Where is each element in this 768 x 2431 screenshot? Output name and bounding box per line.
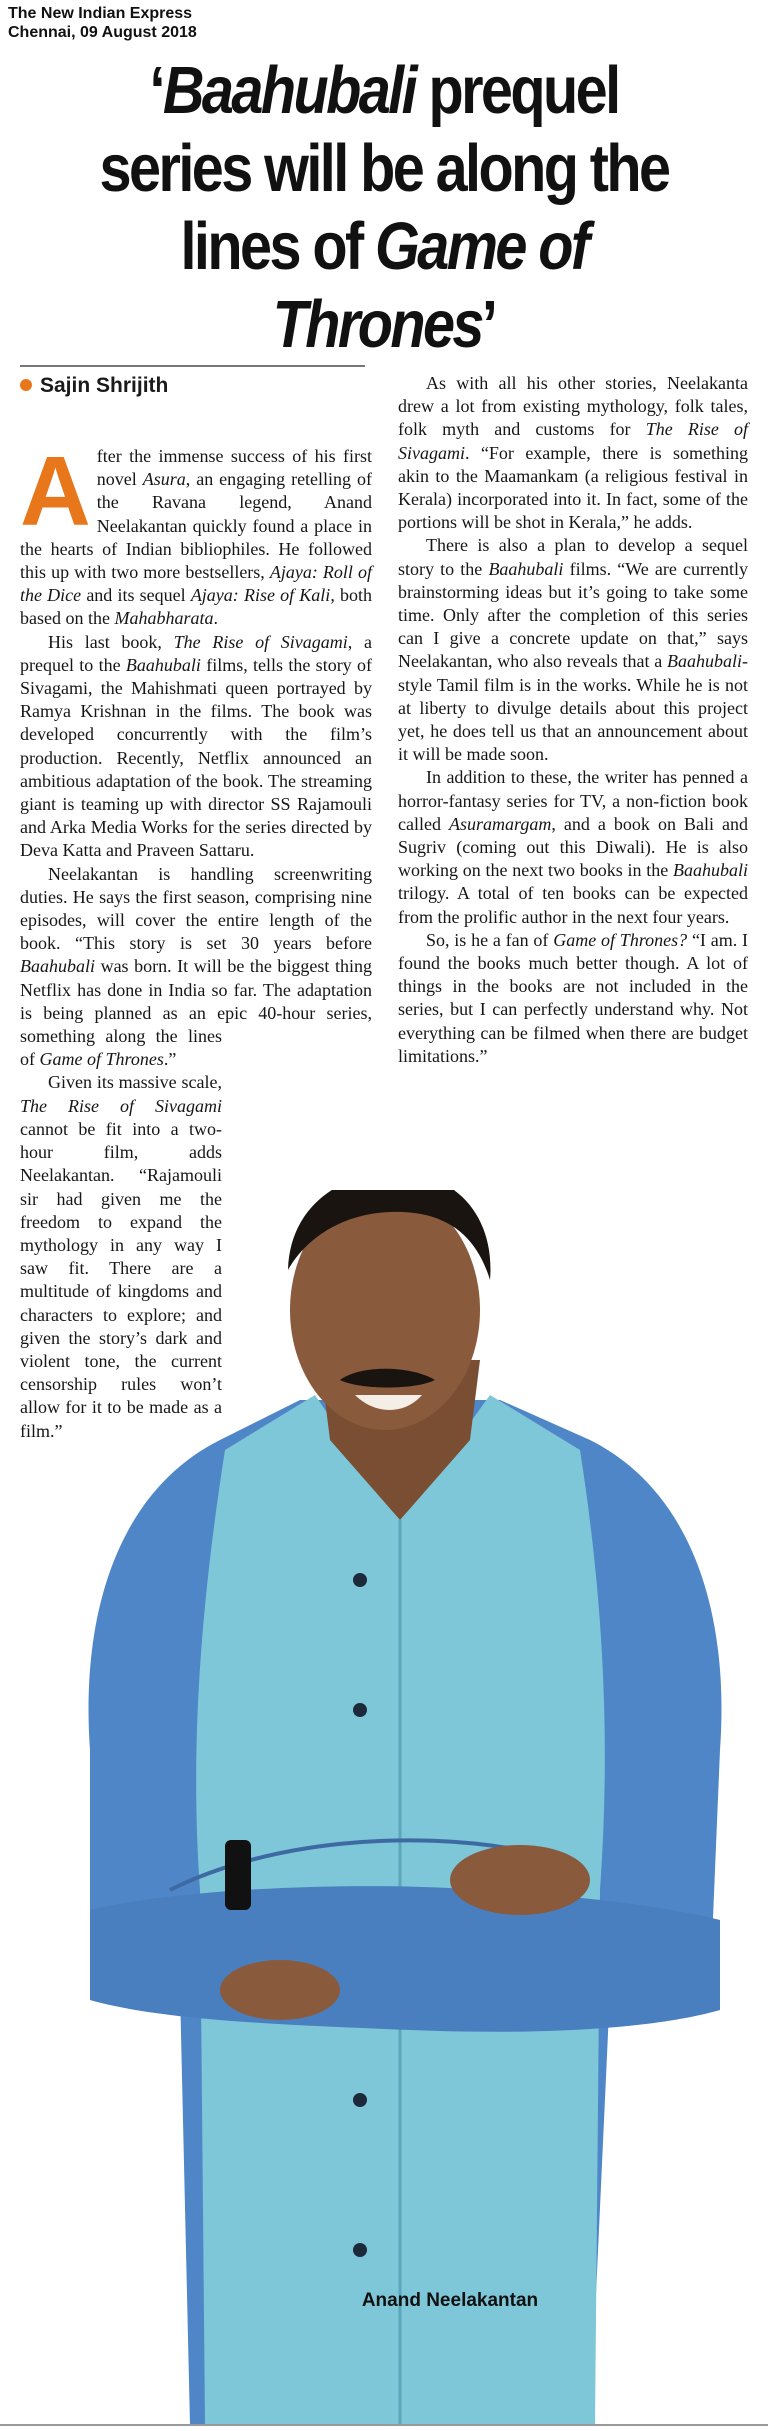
headline-italic-2: Game of Thrones (272, 209, 588, 362)
dropcap: A (20, 436, 91, 546)
dateline: Chennai, 09 August 2018 (8, 24, 197, 41)
headline-text: prequel series will be along the lines of (99, 53, 669, 284)
paragraph-1: fter the immense success of his first novel Asura, an engaging retelling of the Ravana legend, Anand Neelakantan quickly found a place in the hearts of Indian bibliophiles. He followed this up with two more bestsellers, Ajaya: Roll of the Dice and its sequel Ajaya: Rise of Kali, both based on the Mahabharata. (20, 446, 372, 629)
headline-open-quote: ‘ (149, 53, 163, 128)
bullet-dot-icon (20, 379, 32, 391)
headline-italic-1: Baahubali (162, 53, 416, 128)
paragraph-6: There is also a plan to develop a sequel story to the Baahubali films. “We are currently brainstorming ideas but it’s going to take some time. Only after the completion of this series can I give a concrete update on that,” says Neelakantan, who also reveals that a Baahubali-style Tamil film is in the works. While he is not at liberty to divulge details about this project yet, he does tell us that an announcement about it will be made soon. (398, 535, 748, 765)
article-column-right (398, 372, 748, 1068)
author-name: Sajin Shrijith (40, 374, 169, 397)
paragraph-4: Given its massive scale, The Rise of Sivagami cannot be fit into a two-hour film, adds Neelakantan. “Rajamouli sir had given me the freedom to expand the mythology in any way I saw fit. There are a multitude of kingdoms and characters to explore; and given the story’s dark and violent tone, the current censorship rules won’t allow for it to be made as a film.” (20, 1072, 222, 1441)
paragraph-3: Neelakantan is handling screenwriting duties. He says the first season, comprising nine episodes, will cover the entire length of the book. “This story is set 30 years before Baahubali was born. It will be the biggest thing Netflix has done in India so far. The adaptation is being planned as an epic 40-hour series, something along the lines of Game of Thrones.” (20, 863, 372, 1070)
photo-caption: Anand Neelakantan (361, 2290, 539, 2311)
bottom-rule (0, 2424, 768, 2426)
paragraph-7: In addition to these, the writer has penned a horror-fantasy series for TV, a non-fiction book called Asuramargam, and a book on Bali and Sugriv (coming out this Diwali). He is also working on the next two books in the Baahubali trilogy. A total of ten books can be expected from the prolific author in the next four years. (398, 767, 748, 927)
headline-close-quote: ’ (481, 287, 496, 362)
byline (20, 365, 365, 399)
paragraph-2: His last book, The Rise of Sivagami, a prequel to the Baahubali films, tells the story of Sivagami, the Mahishmati queen portrayed by Ramya Krishnan in the films. The book was developed concurrently with the film’s production. Recently, Netflix announced an ambitious adaptation of the book. The streaming giant is teaming up with director SS Rajamouli and Arka Media Works for the series directed by Deva Katta and Praveen Sattaru. (20, 631, 372, 861)
wristwatch-shape (225, 1840, 251, 1910)
headline (71, 52, 697, 364)
masthead (8, 4, 197, 42)
arms-shape (90, 1886, 720, 2032)
paragraph-8: So, is he a fan of Game of Thrones? “I am. I found the books much better though. A lot of things in the books are not included in the series, but I can perfectly understand why. Not everything can be filmed when there are budget limitations.” (398, 929, 748, 1066)
author-photo (50, 1190, 750, 2425)
publication-name: The New Indian Express (8, 5, 193, 22)
paragraph-5: As with all his other stories, Neelakanta drew a lot from existing mythology, folk tales, folk myth and customs for The Rise of Sivagami. “For example, there is something akin to the Maamankam (a religious festival in Kerala) incorporated into it. In fact, some of the portions will be shot in Kerala,” he adds. (398, 373, 748, 533)
